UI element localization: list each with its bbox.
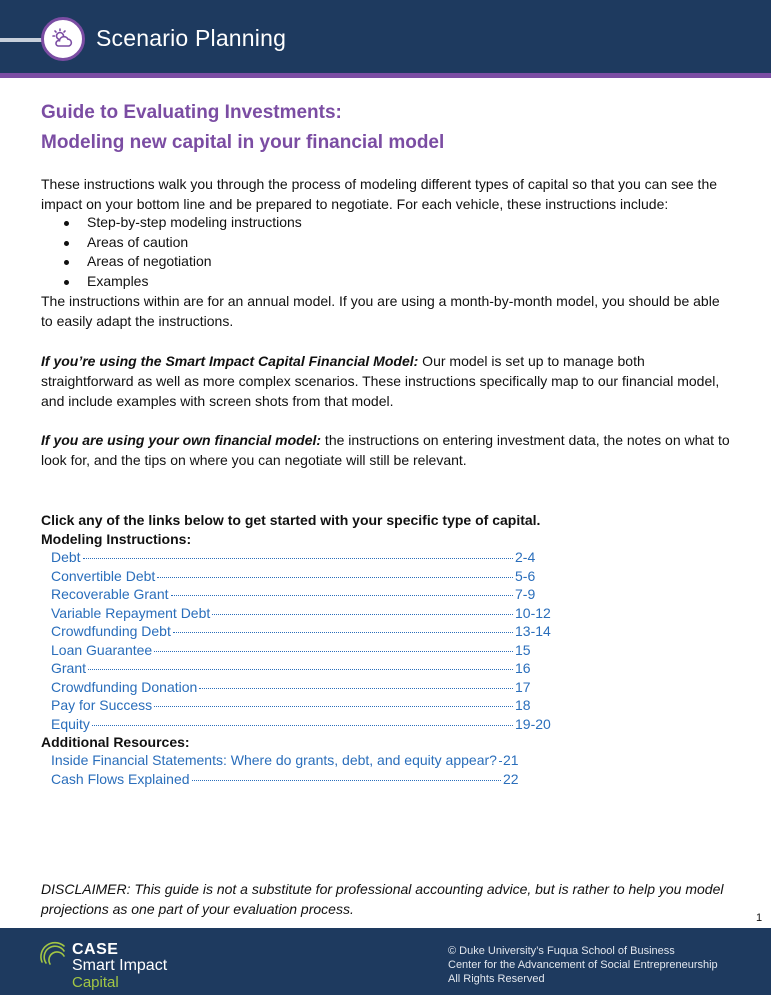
- title-line-1: Guide to Evaluating Investments:: [41, 102, 342, 123]
- toc-resources-heading: Additional Resources:: [41, 734, 190, 750]
- toc-link-cash-flows-explained[interactable]: [51, 771, 533, 790]
- toc-modeling-heading: Modeling Instructions:: [41, 531, 192, 547]
- dot-leader: [199, 688, 513, 689]
- bullet-item: Areas of caution: [62, 233, 302, 253]
- toc-link-label: Recoverable Grant: [51, 586, 169, 602]
- smart-model-text: Our model is set up to manage both straightforward as well as more complex scenarios. These instructions specifically map to our financial model, and include examples with screen shots from that model.: [41, 353, 720, 409]
- toc-link-variable-repayment-debt[interactable]: [51, 605, 551, 624]
- own-model-paragraph: [41, 430, 731, 470]
- toc-page-range: 2-4: [515, 549, 536, 565]
- copyright-line: © Duke University’s Fuqua School of Business: [448, 945, 675, 957]
- toc-page-range: 19-20: [515, 715, 551, 732]
- logo-capital-text: Capital: [72, 974, 119, 991]
- toc-page-range: 22: [503, 770, 519, 787]
- toc-link-inside-financial-statements[interactable]: [51, 752, 533, 771]
- toc-modeling-list: [51, 549, 551, 734]
- toc-link-label: Crowdfunding Donation: [51, 678, 198, 695]
- case-arc-logo-icon: [38, 940, 68, 974]
- toc-page-range: 7-9: [515, 586, 536, 602]
- toc-link-crowdfunding-debt[interactable]: [51, 623, 551, 642]
- toc-link-label: Inside Financial Statements: Where do grants, debt, and equity appear?: [51, 752, 497, 768]
- toc-link-grant[interactable]: [51, 660, 551, 679]
- toc-page-range: 16: [515, 660, 531, 676]
- own-model-label: If you are using your own financial model:: [41, 432, 322, 448]
- dot-leader: [173, 632, 513, 633]
- logo-smart-impact-text: Smart Impact: [72, 957, 168, 974]
- toc-link-label: Loan Guarantee: [51, 641, 153, 658]
- dot-leader: [154, 706, 513, 707]
- header-title: Scenario Planning: [96, 25, 287, 51]
- title-line-2: Modeling new capital in your financial model: [41, 132, 445, 153]
- annual-model-note: The instructions within are for an annual model. If you are using a month-by-month model, you should be able to easily adapt the instructions.: [41, 293, 720, 329]
- toc-link-debt[interactable]: [51, 549, 551, 568]
- dot-leader: [157, 577, 513, 578]
- toc-link-label: Debt: [51, 549, 81, 565]
- intro-bullet-list: [62, 213, 302, 292]
- dot-leader: [92, 725, 513, 726]
- page-title: [41, 98, 444, 158]
- copyright-line: All Rights Reserved: [448, 973, 545, 985]
- bullet-item: Step-by-step modeling instructions: [62, 213, 302, 233]
- toc-link-recoverable-grant[interactable]: [51, 586, 551, 605]
- toc-link-label: Variable Repayment Debt: [51, 604, 211, 621]
- toc-link-label: Pay for Success: [51, 697, 153, 713]
- toc-intro: Click any of the links below to get started with your specific type of capital.: [41, 512, 541, 528]
- toc-link-equity[interactable]: [51, 716, 551, 735]
- dot-leader: [212, 614, 513, 615]
- dot-leader: [154, 651, 513, 652]
- toc-link-convertible-debt[interactable]: [51, 568, 551, 587]
- copyright-block: [448, 944, 718, 986]
- copyright-line: Center for the Advancement of Social Entrepreneurship: [448, 959, 718, 971]
- toc-page-range: 17: [515, 678, 531, 695]
- sun-cloud-icon: [41, 17, 85, 61]
- toc-link-loan-guarantee[interactable]: [51, 642, 551, 661]
- toc-page-range: 15: [515, 641, 531, 658]
- dot-leader: [88, 669, 513, 670]
- toc-page-range: 18: [515, 697, 531, 713]
- toc-link-crowdfunding-donation[interactable]: [51, 679, 551, 698]
- own-model-text: the instructions on entering investment data, the notes on what to look for, and the tips on where you can negotiate will still be relevant.: [41, 432, 730, 468]
- toc-page-range: 21: [503, 752, 519, 768]
- dot-leader: [499, 761, 501, 762]
- toc-page-range: 5-6: [515, 567, 536, 584]
- toc-link-label: Cash Flows Explained: [51, 770, 190, 787]
- toc-page-range: 13-14: [515, 623, 551, 639]
- bullet-item: Examples: [62, 272, 302, 292]
- toc-link-label: Crowdfunding Debt: [51, 623, 171, 639]
- smart-model-paragraph: [41, 351, 731, 411]
- header-banner: [0, 0, 771, 78]
- dot-leader: [171, 595, 513, 596]
- smart-model-label: If you’re using the Smart Impact Capital Financial Model:: [41, 353, 419, 369]
- logo-case-text: CASE: [72, 941, 119, 958]
- toc-resources-list: [51, 752, 533, 789]
- page-number: 1: [756, 912, 763, 924]
- toc-link-label: Equity: [51, 715, 90, 732]
- dot-leader: [83, 558, 513, 559]
- toc-link-label: Grant: [51, 660, 87, 676]
- dot-leader: [192, 780, 501, 781]
- intro-paragraph: These instructions walk you through the process of modeling different types of capital so that you can see the impact on your bottom line and be prepared to negotiate. For each vehicle, these instructions include:: [41, 176, 718, 212]
- toc-link-label: Convertible Debt: [51, 567, 156, 584]
- disclaimer: DISCLAIMER: This guide is not a substitute for professional accounting advice, but is rather to help you model projections as one part of your evaluation process.: [41, 881, 724, 917]
- toc-page-range: 10-12: [515, 604, 551, 621]
- header-accent-rule: [0, 38, 42, 42]
- toc-link-pay-for-success[interactable]: [51, 697, 551, 716]
- bullet-item: Areas of negotiation: [62, 252, 302, 272]
